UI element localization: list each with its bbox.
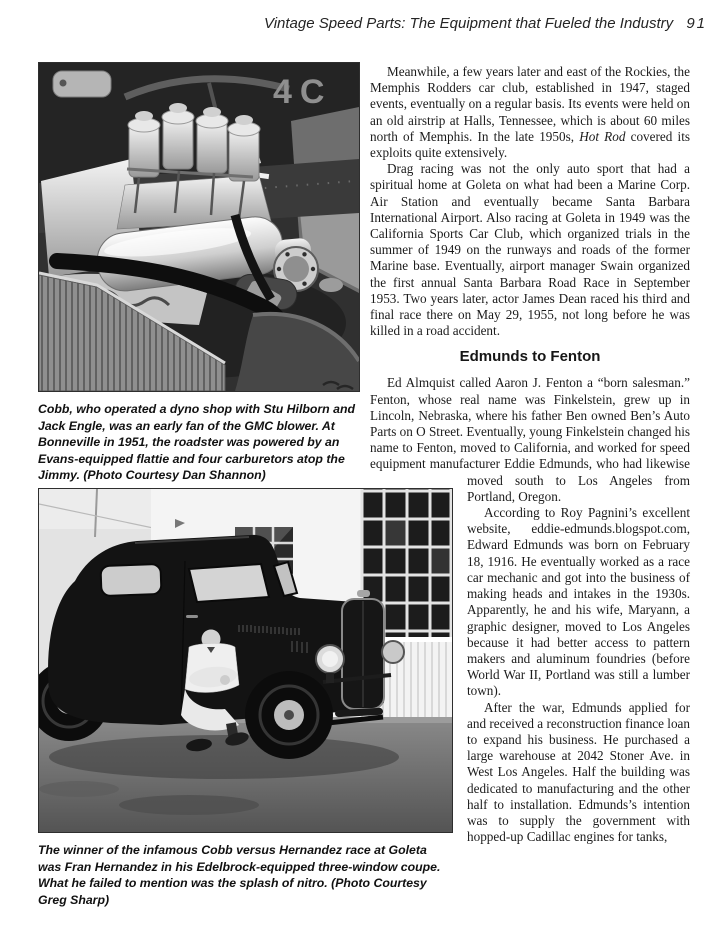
tank-cap (60, 80, 67, 87)
running-head (264, 15, 707, 32)
paragraph-postwar: After the war, Edmunds applied for and received a reconstruction finance loan to expand his business. He purchased a large warehouse at 2042 Stoner Ave. in West Los Angeles. Half the building was dedicated to manufacturing and the other half to installation. Edmunds’s intention was to supply the government with hopped-up Cadillac engines for tanks, (467, 699, 690, 845)
engine-photo (38, 62, 360, 392)
figure-engine (38, 62, 360, 486)
coupe-photo-caption: The winner of the infamous Cobb versus Hernandez race at Goleta was Fran Hernandez in his Edelbrock-equipped three-window coupe. What he failed to mention was the splash of nitro. (Photo Courtesy Greg Sharp) (38, 843, 441, 907)
paragraph-text: covered its exploits quite extensively. (370, 128, 690, 161)
coupe-photo (38, 488, 453, 833)
quarter-window (100, 564, 161, 596)
engine-photo-caption: Cobb, who operated a dyno shop with Stu Hilborn and Jack Engle, was an early fan of the GMC blower. At Bonneville in 1951, the roadster was powered by an Evans-equipped flattie and four carburetors atop the Jimmy. (Photo Courtesy Dan Shannon) (38, 402, 355, 483)
paragraph-edmunds-bio: According to Roy Pagnini’s excellent website, eddie-edmunds.blogspot.com, Edward Edmunds was born on February 18, 1916. He eventually worked as a race car mechanic and got into the business of making heads and intakes in the 1930s. Apparently, he and his wife, Maryann, a graphic designer, moved to Los Angeles because it had better access to pattern makers and aluminum foundries (before World War II, Portland was still a lumber town). (467, 505, 690, 699)
section-heading: Edmunds to Fenton (459, 348, 601, 366)
front-wheel (245, 671, 333, 759)
running-head-title: Vintage Speed Parts: The Equipment that Fueled the Industry (263, 15, 674, 32)
paragraph-fenton: Ed Almquist called Aaron J. Fenton a “born salesman.” Fenton, whose real name was Finkelstein, grew up in Lincoln, Nebraska, where his father Ben owned Ben’s Auto Parts on O Street. Eventually, young Finkelstein changed his name to Fenton, moved to California, and worked for speed equipment manufacturer Eddie Edmunds, who had likewise moved south to Los Angeles from Portland, Oregon. (370, 375, 690, 504)
page-number: 91 (686, 15, 707, 32)
coupe-photo-art (39, 489, 452, 832)
paragraph-text: Meanwhile, a few years later and east of the Rockies, the Memphis Rodders car club, established in 1947, staged events, eventually on a regular basis. Its events were held on an old airstrip at Halls, Tennessee, which is about 60 miles north of Memphis. In the late 1950s, (370, 64, 690, 144)
engine-photo-art (39, 63, 359, 391)
page-content (38, 62, 690, 908)
puddle (119, 795, 259, 815)
figure-coupe (38, 488, 453, 908)
car-shadow (49, 735, 399, 779)
far-headlight (382, 641, 404, 663)
radiator-grille (342, 590, 384, 709)
radiator-cap (319, 278, 343, 292)
magazine-title: Hot Rod (579, 128, 626, 144)
hand (220, 675, 230, 685)
puddle-small (39, 781, 119, 797)
door-handle (186, 615, 198, 618)
door-window (189, 564, 269, 602)
radiator-cap (357, 590, 370, 597)
paragraph-goleta-racing: Drag racing was not the only auto sport that had a spiritual home at Goleta on what had been a Marine Corp. Air Station and eventually became Santa Barbara International Airport. Also racing at Goleta in 1949 was the California Sports Car Club, which organized trials in the summer of 1949 on the runways and roads of the former Marine base. Eventually, airport manager Swain organized the first annual Santa Barbara Road Race in September 1953. Two years later, actor James Dean raced his third and final race there on May 29, 1955, not long before he was killed in a road accident. (370, 161, 690, 339)
race-number-text: 4C (273, 73, 333, 111)
